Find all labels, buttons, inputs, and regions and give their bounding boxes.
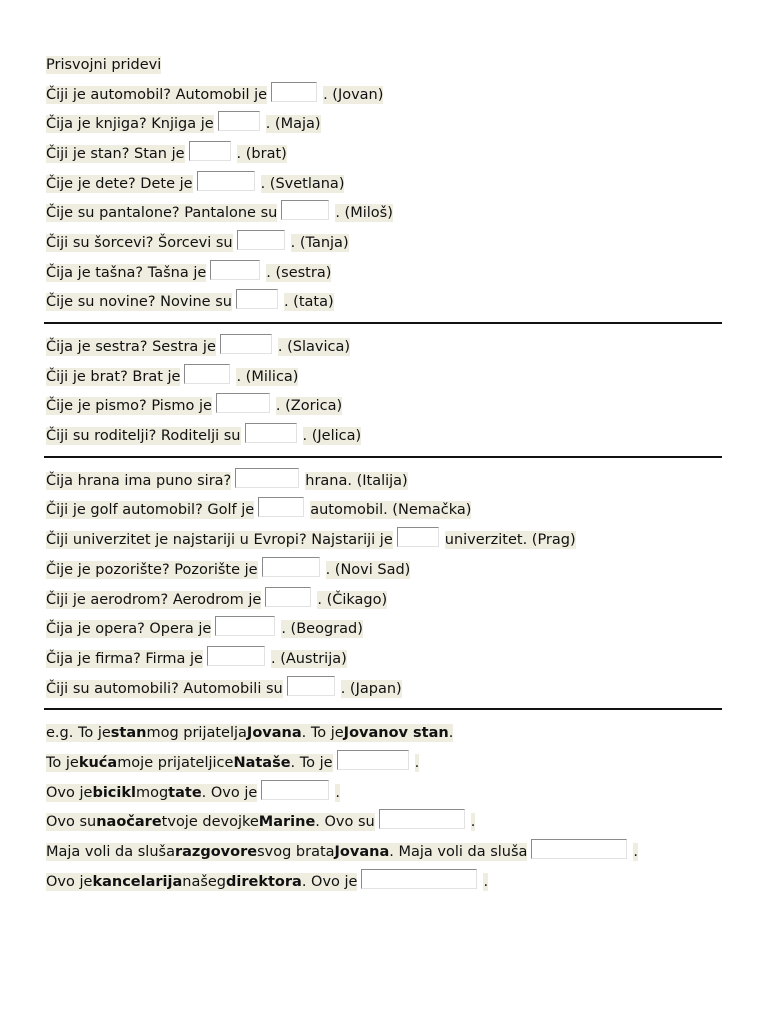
worksheet [46, 50, 726, 897]
title-line [46, 50, 726, 80]
example-bold-text: stan [110, 725, 147, 742]
example-section [46, 718, 726, 896]
question-line [46, 466, 726, 496]
question-text: Čije su novine? Novine su [46, 294, 232, 311]
answer-hint: . (Tanja) [290, 234, 349, 251]
question-text: Čiji je golf automobil? Golf je [46, 502, 255, 519]
answer-hint: . (Zorica) [275, 398, 343, 415]
answer-hint: . (Jovan) [323, 86, 384, 103]
answer-input[interactable] [261, 780, 329, 800]
answer-input[interactable] [237, 230, 285, 250]
answer-hint: . (Miloš) [335, 205, 393, 222]
transform-line [46, 808, 726, 838]
sentence-text: Maja voli da sluša [46, 844, 175, 861]
sentence-text: . To je [290, 754, 333, 771]
answer-input[interactable] [189, 141, 231, 161]
answer-input[interactable] [337, 750, 409, 770]
question-line [46, 674, 726, 704]
bold-word: razgovore [174, 844, 258, 861]
sentence-text: . Maja voli da sluša [389, 844, 528, 861]
sentence-text: tvoje devojke [161, 814, 259, 831]
answer-hint: . (Japan) [340, 680, 402, 697]
question-text: Čiji je brat? Brat je [46, 368, 181, 385]
answer-input[interactable] [220, 334, 272, 354]
bold-word: bicikl [92, 784, 136, 801]
bold-word: kuća [78, 754, 118, 771]
question-line [46, 392, 726, 422]
question-text: Čiji su šorcevi? Šorcevi su [46, 234, 233, 251]
example-text: . To je [301, 725, 344, 742]
answer-input[interactable] [218, 111, 260, 131]
sentence-text: Ovo je [46, 873, 93, 890]
answer-hint: . (Svetlana) [260, 175, 345, 192]
exercise-section [46, 466, 726, 704]
question-text: Čiji je automobil? Automobil je [46, 86, 268, 103]
exercise-section [46, 80, 726, 318]
question-text: Čiji su roditelji? Roditelji su [46, 428, 241, 445]
question-text: Čija je opera? Opera je [46, 621, 212, 638]
question-text: Čije su pantalone? Pantalone su [46, 205, 278, 222]
question-line [46, 139, 726, 169]
answer-hint: . (brat) [236, 145, 287, 162]
question-text: Čiji je aerodrom? Aerodrom je [46, 591, 262, 608]
question-line [46, 644, 726, 674]
sentence-end: . [483, 873, 489, 890]
bold-word: kancelarija [92, 873, 183, 890]
sentence-end: . [633, 844, 639, 861]
example-bold-text: Jovanov stan [343, 725, 449, 742]
exercise-section [46, 332, 726, 451]
answer-input[interactable] [361, 869, 477, 889]
answer-hint: . (Slavica) [277, 339, 350, 356]
answer-hint: hrana. (Italija) [305, 472, 408, 489]
question-line [46, 585, 726, 615]
answer-input[interactable] [287, 676, 335, 696]
answer-input[interactable] [207, 646, 265, 666]
sentence-text: Ovo su [46, 814, 97, 831]
transform-line [46, 748, 726, 778]
answer-input[interactable] [184, 364, 230, 384]
answer-input[interactable] [271, 82, 317, 102]
question-line [46, 496, 726, 526]
example-bold-text: Jovana [246, 725, 302, 742]
example-text: . [448, 725, 454, 742]
question-text: Čija je sestra? Sestra je [46, 339, 216, 356]
bold-word: naočare [96, 814, 162, 831]
sentence-end: . [414, 754, 420, 771]
question-line [46, 258, 726, 288]
answer-hint: . (tata) [283, 294, 334, 311]
sentence-text: . Ovo su [315, 814, 375, 831]
answer-input[interactable] [216, 393, 270, 413]
answer-hint: . (Milica) [236, 368, 299, 385]
answer-input[interactable] [397, 527, 439, 547]
example-line [46, 718, 726, 748]
sentence-end: . [335, 784, 340, 801]
answer-input[interactable] [197, 171, 255, 191]
answer-input[interactable] [379, 809, 465, 829]
bold-word: Jovana [334, 844, 390, 861]
sentence-text: moje prijateljice [117, 754, 234, 771]
sentence-text: svog brata [257, 844, 335, 861]
answer-input[interactable] [281, 200, 329, 220]
divider [44, 456, 722, 458]
answer-hint: automobil. (Nemačka) [310, 502, 472, 519]
question-text: Čije je pozorište? Pozorište je [46, 561, 258, 578]
answer-input[interactable] [265, 587, 311, 607]
question-text: Čiji je stan? Stan je [46, 145, 185, 162]
example-text: e.g. To je [46, 725, 111, 742]
answer-input[interactable] [236, 289, 278, 309]
bold-word: Nataše [233, 754, 291, 771]
question-text: Čije je dete? Dete je [46, 175, 193, 192]
page-title: Prisvojni pridevi [46, 56, 162, 73]
divider [44, 322, 722, 324]
question-line [46, 228, 726, 258]
question-line [46, 332, 726, 362]
question-line [46, 288, 726, 318]
transform-line [46, 778, 726, 808]
question-text: Čiji univerzitet je najstariji u Evropi? Najstariji je [46, 532, 393, 549]
question-line [46, 614, 726, 644]
question-line [46, 109, 726, 139]
answer-input[interactable] [235, 468, 299, 488]
divider [44, 708, 722, 710]
sentence-text: . Ovo je [201, 784, 258, 801]
question-text: Čiji su automobili? Automobili su [46, 680, 283, 697]
answer-hint: . (Jelica) [302, 428, 362, 445]
example-text: mog prijatelja [146, 725, 247, 742]
question-text: Čija je firma? Firma je [46, 650, 203, 667]
question-line [46, 362, 726, 392]
exercise-sections [46, 80, 726, 704]
answer-input[interactable] [262, 557, 320, 577]
answer-input[interactable] [531, 839, 627, 859]
answer-hint: . (Beograd) [281, 621, 363, 638]
answer-input[interactable] [210, 260, 260, 280]
question-line [46, 421, 726, 451]
answer-hint: . (Maja) [265, 116, 321, 133]
question-line [46, 169, 726, 199]
question-line [46, 198, 726, 228]
question-line [46, 555, 726, 585]
bold-word: direktora [226, 873, 302, 890]
sentence-text: mog [135, 784, 169, 801]
sentence-end: . [470, 814, 476, 831]
answer-hint: . (Novi Sad) [325, 561, 411, 578]
question-text: Čija je tašna? Tašna je [46, 264, 207, 281]
sentence-text: Ovo je [46, 784, 93, 801]
transform-line [46, 837, 726, 867]
bold-word: tate [168, 784, 202, 801]
answer-hint: univerzitet. (Prag) [444, 532, 576, 549]
answer-hint: . (Austrija) [270, 650, 347, 667]
sentence-text: To je [46, 754, 79, 771]
transform-line [46, 867, 726, 897]
question-text: Čije je pismo? Pismo je [46, 398, 212, 415]
question-line [46, 525, 726, 555]
answer-input[interactable] [258, 497, 304, 517]
answer-hint: . (Čikago) [317, 591, 388, 608]
question-text: Čija je knjiga? Knjiga je [46, 116, 214, 133]
answer-hint: . (sestra) [266, 264, 332, 281]
sentence-text: . Ovo je [301, 873, 358, 890]
answer-input[interactable] [215, 616, 275, 636]
question-line [46, 80, 726, 110]
bold-word: Marine [258, 814, 316, 831]
sentence-text: našeg [182, 873, 227, 890]
answer-input[interactable] [245, 423, 297, 443]
question-text: Čija hrana ima puno sira? [46, 472, 232, 489]
